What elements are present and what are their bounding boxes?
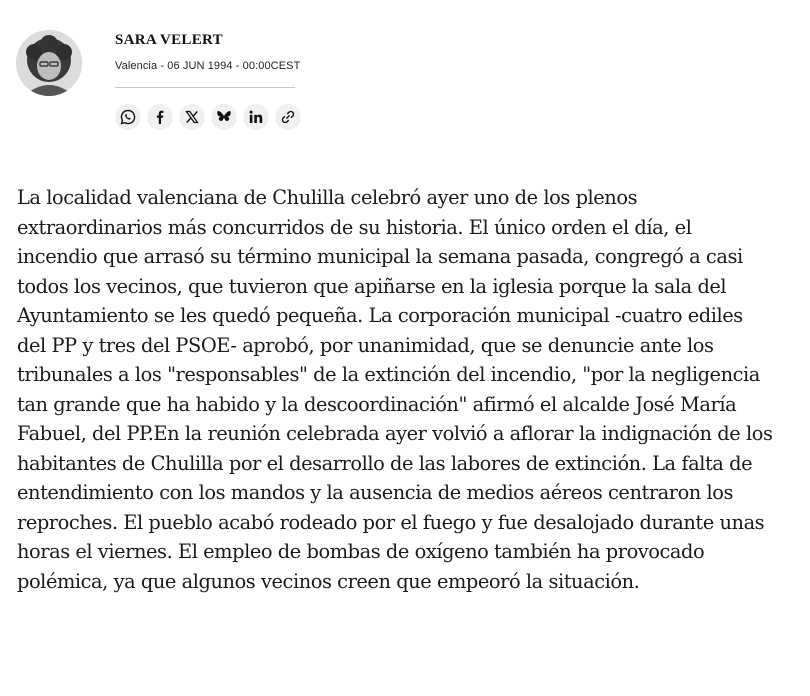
share-x-button[interactable] [179,104,205,130]
share-bar [115,104,301,130]
facebook-icon [152,109,168,125]
article-dateline: Valencia - 06 JUN 1994 - 00:00CEST [115,60,301,72]
author-name[interactable]: SARA VELERT [115,32,223,48]
x-icon [184,109,200,125]
author-avatar[interactable] [16,30,82,96]
whatsapp-icon [120,109,136,125]
share-linkedin-button[interactable] [243,104,269,130]
share-facebook-button[interactable] [147,104,173,130]
copy-link-button[interactable] [275,104,301,130]
share-whatsapp-button[interactable] [115,104,141,130]
bluesky-icon [216,109,232,125]
article-body: La localidad valenciana de Chulilla celebró ayer uno de los plenos extraordinarios más concurridos de su historia. El único orden el día, el incendio que arrasó su término municipal la semana pasada, congregó a casi todos los vecinos, que tuvieron que apiñarse en la iglesia porque la sala del Ayuntamiento se les quedó pequeña. La corporación municipal -cuatro ediles del PP y tres del PSOE- aprobó, por unanimidad, que se denuncie ante los tribunales a los "responsables" de la extinción del incendio, "por la negligencia tan grande que ha habido y la descoordinación" afirmó el alcalde José María Fabuel, del PP.En la reunión celebrada ayer volvió a aflorar la indignación de los habitantes de Chulilla por el desarrollo de las labores de extinción. La falta de entendimiento con los mandos y la ausencia de medios aéreos centraron los reproches. El pueblo acabó rodeado por el fuego y fue desalojado durante unas horas el viernes. El empleo de bombas de oxígeno también ha provocado polémica, ya que algunos vecinos creen que empeoró la situación. [17,186,773,593]
author-byline [16,30,316,130]
share-bluesky-button[interactable] [211,104,237,130]
linkedin-icon [248,109,264,125]
link-icon [280,109,296,125]
byline-divider [115,87,295,88]
